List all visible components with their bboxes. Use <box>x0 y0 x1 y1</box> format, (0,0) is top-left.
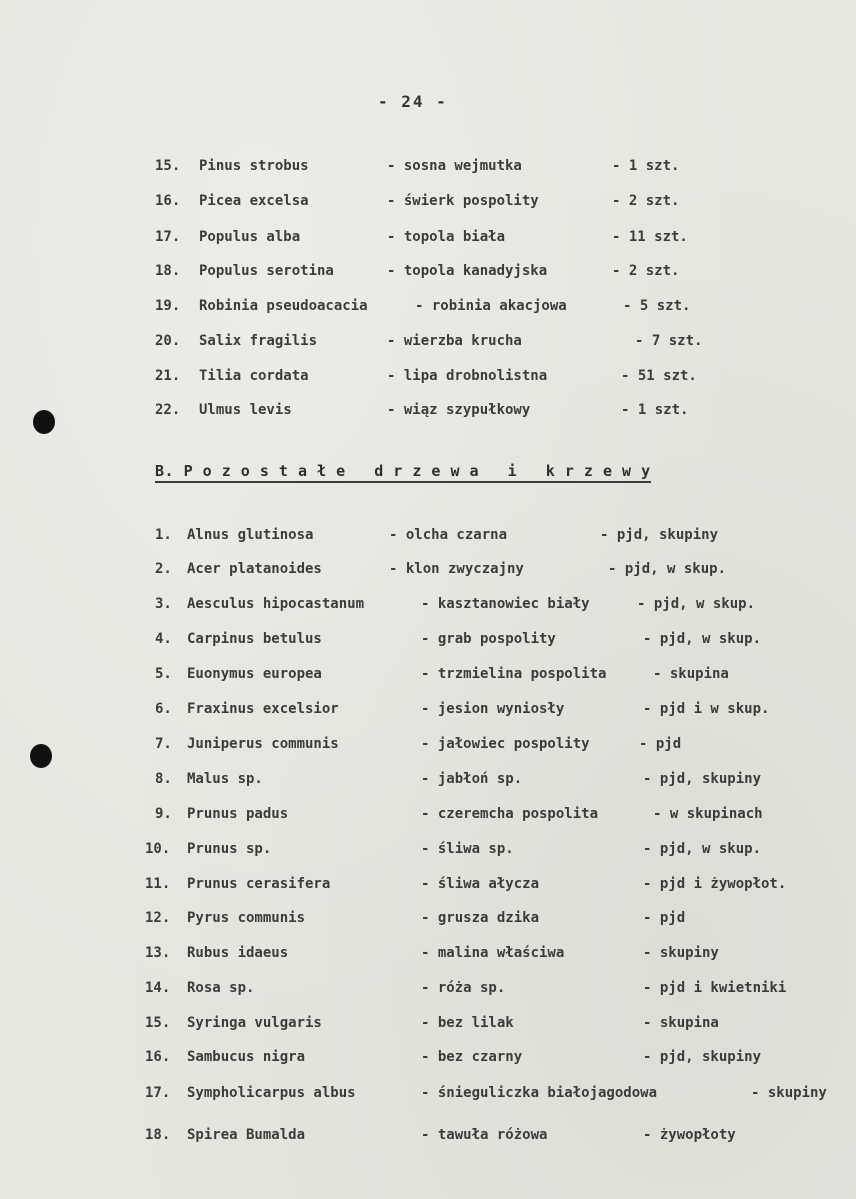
item-number: 22. <box>155 402 181 418</box>
quantity: - 11 szt. <box>612 229 688 245</box>
note: - żywopłoty <box>643 1127 736 1143</box>
item-number: 19. <box>155 298 181 314</box>
polish-name: - topola kanadyjska <box>387 263 548 279</box>
list-item <box>155 330 755 352</box>
punch-hole-top <box>33 410 55 434</box>
list-item <box>155 295 755 317</box>
item-number: 16. <box>155 193 181 209</box>
latin-name: Euonymus europea <box>187 666 322 682</box>
latin-name: Alnus glutinosa <box>187 527 314 543</box>
latin-name: Rubus idaeus <box>187 945 289 961</box>
item-number: 1. <box>155 527 172 543</box>
item-number: 10. <box>145 841 171 857</box>
item-number: 18. <box>155 263 181 279</box>
latin-name: Malus sp. <box>187 771 263 787</box>
polish-name: - śliwa ałycza <box>421 876 540 892</box>
item-number: 15. <box>145 1015 171 1031</box>
quantity: - 1 szt. <box>621 402 689 418</box>
polish-name: - robinia akacjowa <box>415 298 567 314</box>
polish-name: - świerk pospolity <box>387 193 539 209</box>
quantity: - 51 szt. <box>621 368 697 384</box>
quantity: - 7 szt. <box>635 333 703 349</box>
list-item <box>155 628 845 650</box>
item-number: 17. <box>155 229 181 245</box>
note: - pjd, w skup. <box>643 841 762 857</box>
polish-name: - jabłoń sp. <box>421 771 523 787</box>
latin-name: Salix fragilis <box>199 333 318 349</box>
list-item <box>145 1082 845 1104</box>
list-item <box>145 942 845 964</box>
latin-name: Tilia cordata <box>199 368 309 384</box>
latin-name: Rosa sp. <box>187 980 255 996</box>
polish-name: - róża sp. <box>421 980 506 996</box>
list-item <box>155 365 755 387</box>
item-number: 20. <box>155 333 181 349</box>
polish-name: - jałowiec pospolity <box>421 736 590 752</box>
item-number: 5. <box>155 666 172 682</box>
polish-name: - śliwa sp. <box>421 841 514 857</box>
list-item <box>145 1046 845 1068</box>
item-number: 8. <box>155 771 172 787</box>
latin-name: Spirea Bumalda <box>187 1127 306 1143</box>
quantity: - 5 szt. <box>623 298 691 314</box>
polish-name: - grusza dzika <box>421 910 540 926</box>
list-item <box>155 399 755 421</box>
item-number: 9. <box>155 806 172 822</box>
polish-name: - olcha czarna <box>389 527 508 543</box>
latin-name: Populus alba <box>199 229 301 245</box>
list-item <box>155 803 845 825</box>
note: - skupiny <box>643 945 719 961</box>
item-number: 11. <box>145 876 171 892</box>
list-item <box>155 663 845 685</box>
note: - pjd <box>643 910 686 926</box>
polish-name: - lipa drobnolistna <box>387 368 548 384</box>
note: - pjd i w skup. <box>643 701 770 717</box>
polish-name: - kasztanowiec biały <box>421 596 590 612</box>
polish-name: - sosna wejmutka <box>387 158 522 174</box>
latin-name: Fraxinus excelsior <box>187 701 339 717</box>
note: - pjd, skupiny <box>643 1049 762 1065</box>
polish-name: - bez lilak <box>421 1015 514 1031</box>
note: - pjd, skupiny <box>643 771 762 787</box>
page-number: - 24 - <box>378 92 448 111</box>
punch-hole-bottom <box>30 744 52 768</box>
latin-name: Prunus cerasifera <box>187 876 331 892</box>
note: - pjd i kwietniki <box>643 980 787 996</box>
latin-name: Populus serotina <box>199 263 334 279</box>
latin-name: Aesculus hipocastanum <box>187 596 365 612</box>
item-number: 18. <box>145 1127 171 1143</box>
polish-name: - wierzba krucha <box>387 333 522 349</box>
polish-name: - malina właściwa <box>421 945 565 961</box>
item-number: 14. <box>145 980 171 996</box>
note: - pjd, w skup. <box>637 596 756 612</box>
note: - pjd, w skup. <box>643 631 762 647</box>
item-number: 13. <box>145 945 171 961</box>
polish-name: - bez czarny <box>421 1049 523 1065</box>
latin-name: Prunus sp. <box>187 841 272 857</box>
list-item <box>155 524 845 546</box>
item-number: 4. <box>155 631 172 647</box>
note: - skupina <box>653 666 729 682</box>
polish-name: - wiąz szypułkowy <box>387 402 531 418</box>
latin-name: Ulmus levis <box>199 402 292 418</box>
item-number: 6. <box>155 701 172 717</box>
note: - pjd, w skup. <box>608 561 727 577</box>
list-item <box>145 1124 845 1146</box>
polish-name: - jesion wyniosły <box>421 701 565 717</box>
note: - skupiny <box>751 1085 827 1101</box>
item-number: 15. <box>155 158 181 174</box>
list-item <box>155 558 845 580</box>
polish-name: - topola biała <box>387 229 506 245</box>
list-item <box>155 733 845 755</box>
quantity: - 1 szt. <box>612 158 680 174</box>
latin-name: Juniperus communis <box>187 736 339 752</box>
list-item <box>155 698 845 720</box>
latin-name: Pyrus communis <box>187 910 306 926</box>
item-number: 3. <box>155 596 172 612</box>
list-item <box>155 226 755 248</box>
list-item <box>145 907 845 929</box>
polish-name: - klon zwyczajny <box>389 561 524 577</box>
latin-name: Picea excelsa <box>199 193 309 209</box>
quantity: - 2 szt. <box>612 193 680 209</box>
latin-name: Syringa vulgaris <box>187 1015 322 1031</box>
list-item <box>145 873 845 895</box>
quantity: - 2 szt. <box>612 263 680 279</box>
polish-name: - czeremcha pospolita <box>421 806 599 822</box>
item-number: 21. <box>155 368 181 384</box>
note: - pjd <box>639 736 682 752</box>
latin-name: Prunus padus <box>187 806 289 822</box>
list-item <box>155 768 845 790</box>
list-item <box>155 260 755 282</box>
item-number: 7. <box>155 736 172 752</box>
item-number: 17. <box>145 1085 171 1101</box>
latin-name: Sympholicarpus albus <box>187 1085 356 1101</box>
note: - skupina <box>643 1015 719 1031</box>
polish-name: - śnieguliczka białojagodowa <box>421 1085 658 1101</box>
latin-name: Robinia pseudoacacia <box>199 298 368 314</box>
latin-name: Sambucus nigra <box>187 1049 306 1065</box>
note: - pjd, skupiny <box>600 527 719 543</box>
list-item <box>155 155 755 177</box>
latin-name: Pinus strobus <box>199 158 309 174</box>
latin-name: Acer platanoides <box>187 561 322 577</box>
list-item <box>155 190 755 212</box>
latin-name: Carpinus betulus <box>187 631 322 647</box>
list-item <box>145 977 845 999</box>
note: - pjd i żywopłot. <box>643 876 787 892</box>
section-b-heading: B. P o z o s t a ł e d r z e w a i k r z e w y <box>155 462 651 483</box>
list-item <box>145 838 845 860</box>
list-item <box>155 593 845 615</box>
polish-name: - trzmielina pospolita <box>421 666 607 682</box>
item-number: 16. <box>145 1049 171 1065</box>
list-item <box>145 1012 845 1034</box>
note: - w skupinach <box>653 806 763 822</box>
polish-name: - grab pospolity <box>421 631 556 647</box>
polish-name: - tawuła różowa <box>421 1127 548 1143</box>
item-number: 2. <box>155 561 172 577</box>
item-number: 12. <box>145 910 171 926</box>
